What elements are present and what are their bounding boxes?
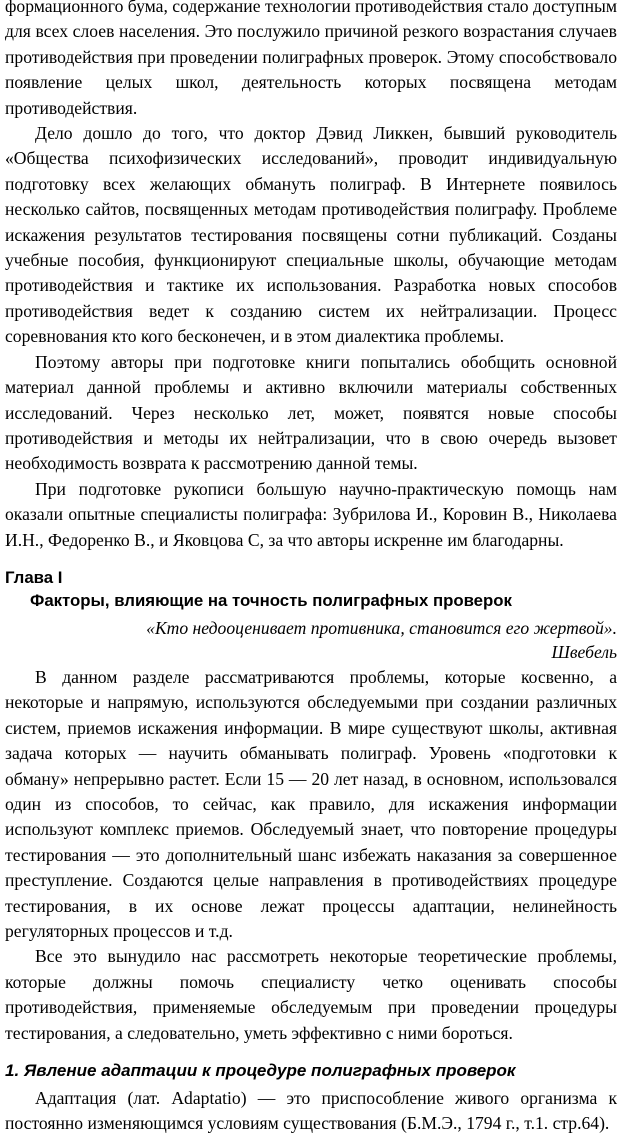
paragraph-adaptation-definition: Адаптация (лат. Adaptatio) — это приспособление живого организма к постоянно изменяющимся условиям существования (Б.М.Э., 1794 г., т.1. стр.64). bbox=[5, 1088, 617, 1134]
chapter-label: Глава I bbox=[5, 567, 63, 587]
epigraph-quote: «Кто недооценивает противника, становится его жертвой». bbox=[146, 617, 617, 638]
paragraph-acknowledgements: При подготовке рукописи большую научно-практическую помощь нам оказали опытные специалисты полиграфа: Зубрилова И., Коровин В., Николаева И.Н., Федоренко В., и Яковцова С, за что авторы искренне им благодарны. bbox=[5, 478, 617, 550]
paragraph-intro-continuation: формационного бума, содержание технологии противодействия стало доступным для всех слоев населения. Это послужило причиной резкого возрастания случаев противодействия при проведении полиграфных проверок. Этому способствовало появление целых школ, деятельность которых посвящена методам противодействия. bbox=[5, 0, 617, 118]
paragraph-authors-goal: Поэтому авторы при подготовке книги попытались обобщить основной материал данной проблемы и активно включили материалы собственных исследований. Через несколько лет, может, появятся новые способы противодействия и методы их нейтрализации, что в свою очередь вызовет необходимость возврата к рассмотрению данной темы. bbox=[5, 351, 617, 474]
paragraph-chapter-summary: Все это вынудило нас рассмотреть некоторые теоретические проблемы, которые должны помочь специалисту четко оценивать способы противодействия, применяемые обследуемым при проведении процедуры тестирования, а следовательно, уметь эффективно с ними бороться. bbox=[5, 946, 617, 1043]
epigraph-author: Швебель bbox=[551, 642, 617, 663]
paragraph-chapter-intro: В данном разделе рассматриваются проблемы, которые косвенно, а некоторые и напрямую, используются обследуемыми при создании различных систем, приемов искажения информации. В мире существуют школы, активная задача которых — научить обманывать полиграф. Уровень «подготовки к обману» непрерывно растет. Если 15 — 20 лет назад, в основном, использовался один из способов, то сейчас, как правило, для искажения информации используют комплекс приемов. Обследуемый знает, что повторение процедуры тестирования — это дополнительный шанс избежать наказания за совершенное преступление. Создаются целые направления в противодействиях процедуре тестирования, в их основе лежат процессы адаптации, нелинейность регуляторных процессов и т.д. bbox=[5, 666, 617, 941]
section-title: 1. Явление адаптации к процедуре полиграфных проверок bbox=[5, 1061, 516, 1081]
paragraph-lykken: Дело дошло до того, что доктор Дэвид Ликкен, бывший руководитель «Общества психофизических исследований», проводит индивидуальную подготовку всех желающих обмануть полиграф. В Интернете появилось несколько сайтов, посвященных методам противодействия полиграфу. Проблеме искажения результатов тестирования посвящены сотни публикаций. Созданы учебные пособия, функционируют специальные школы, обучающие методам противодействия и тактике их использования. Разработка новых способов противодействия ведет к созданию систем их нейтрализации. Процесс соревнования кто кого бесконечен, и в этом диалектика проблемы. bbox=[5, 123, 617, 347]
chapter-title: Факторы, влияющие на точность полиграфных проверок bbox=[30, 590, 512, 610]
